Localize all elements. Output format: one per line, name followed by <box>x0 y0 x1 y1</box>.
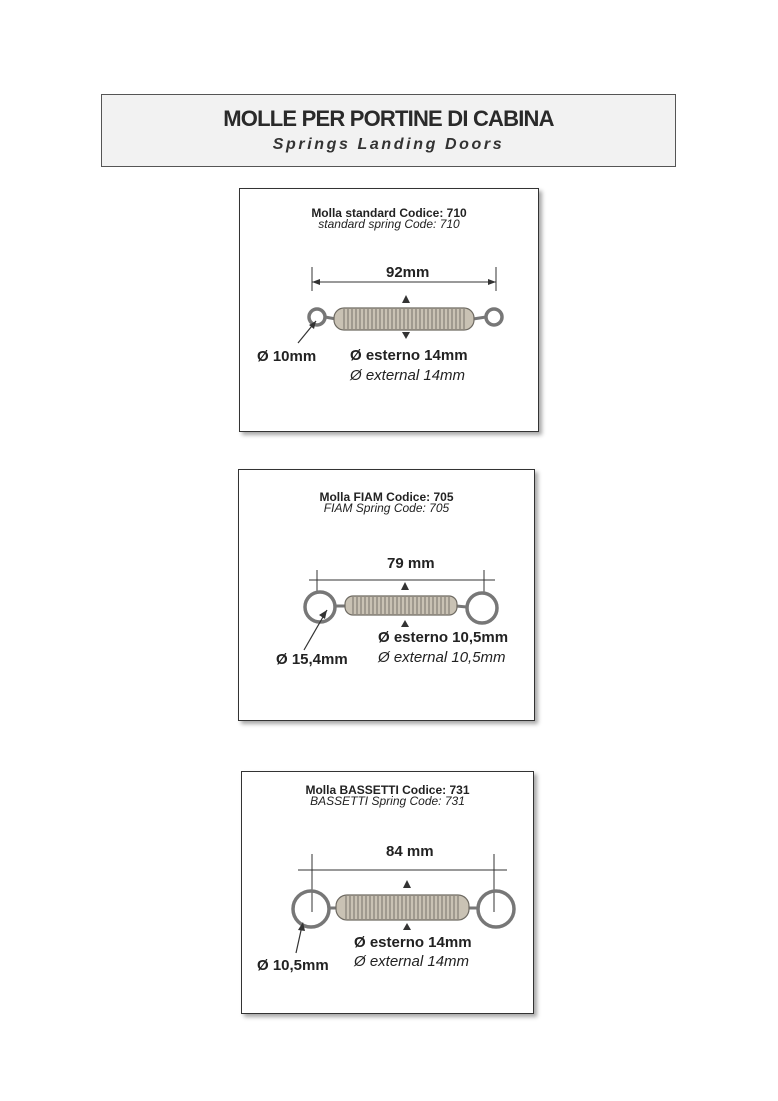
eye-diameter: Ø 15,4mm <box>276 651 348 668</box>
spring-length: 92mm <box>386 264 430 281</box>
spring-title-en: FIAM Spring Code: 705 <box>323 501 450 515</box>
page-subtitle: Springs Landing Doors <box>272 136 505 153</box>
spring-title-it: Molla FIAM Codice: 705 <box>319 490 454 504</box>
spring-title-en: standard spring Code: 710 <box>318 217 460 231</box>
spring-card-731 <box>241 771 534 1014</box>
spring-title-en: BASSETTI Spring Code: 731 <box>310 794 465 808</box>
spring-length: 79 mm <box>387 555 435 572</box>
outer-diameter-it: Ø esterno 14mm <box>350 347 468 364</box>
outer-diameter-it: Ø esterno 14mm <box>354 934 472 951</box>
page-header <box>101 94 676 167</box>
spring-length: 84 mm <box>386 843 434 860</box>
eye-diameter: Ø 10,5mm <box>257 957 329 974</box>
spring-card-710 <box>239 188 539 432</box>
eye-diameter: Ø 10mm <box>257 348 317 365</box>
outer-diameter-en: Ø external 14mm <box>354 953 470 970</box>
outer-diameter-en: Ø external 10,5mm <box>378 649 506 666</box>
spring-title-it: Molla BASSETTI Codice: 731 <box>305 783 470 797</box>
page-title: MOLLE PER PORTINE DI CABINA <box>223 106 554 131</box>
spring-diagram-731 <box>242 772 535 1015</box>
spring-title-it: Molla standard Codice: 710 <box>311 206 467 220</box>
outer-diameter-it: Ø esterno 10,5mm <box>378 629 509 646</box>
outer-diameter-en: Ø external 14mm <box>350 367 466 384</box>
spring-card-705 <box>238 469 535 721</box>
